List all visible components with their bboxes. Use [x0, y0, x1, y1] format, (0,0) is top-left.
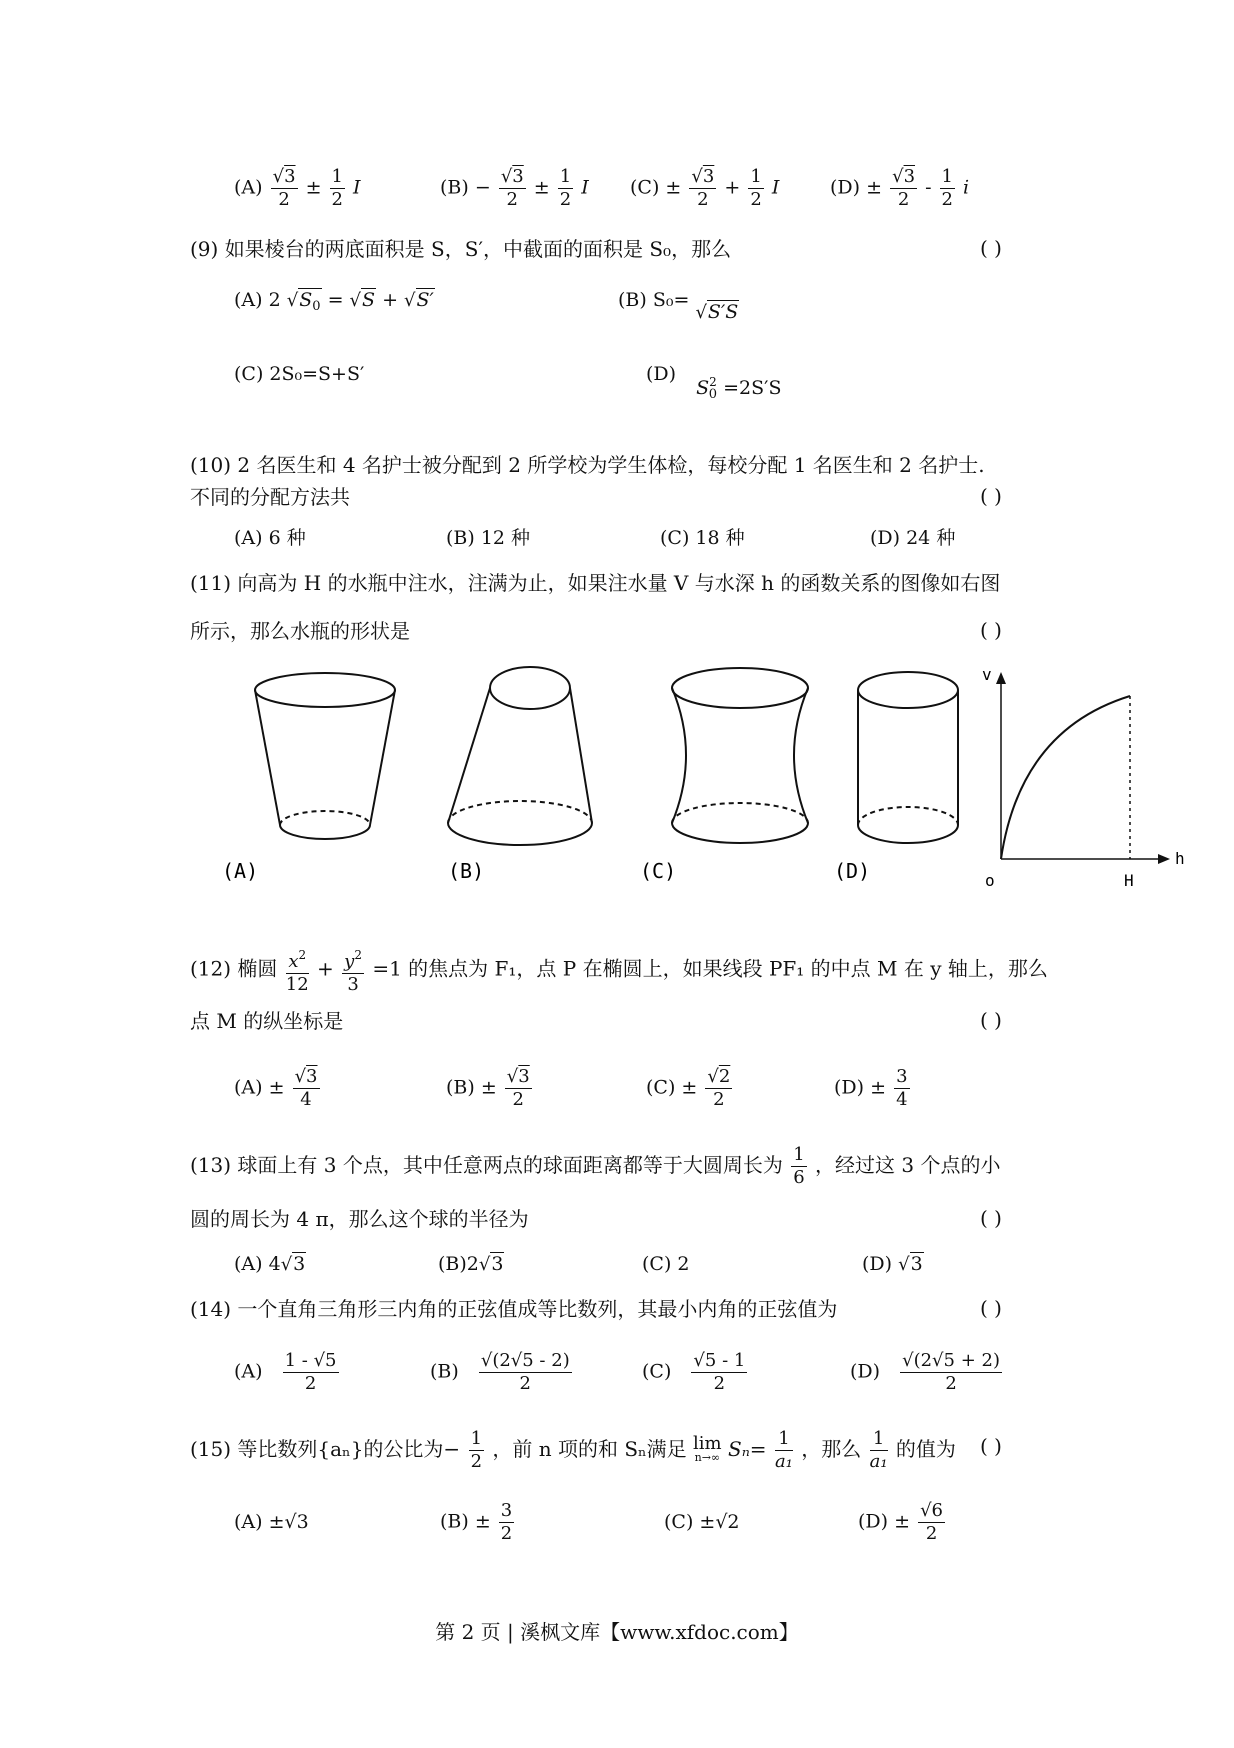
q8-option-d: (D) ± $\frac{√3}{2}$ - $\frac{1}{2}$ i	[830, 166, 970, 210]
q8-option-c: (C) ± $\frac{√3}{2}$ + $\frac{1}{2}$ I	[630, 166, 780, 210]
bottle-a-shape	[255, 673, 395, 839]
q12-stem-line1: (12) 椭圆 $\frac{x^2}{12}$ + $\frac{y^2}{3}$ =1 的焦点为 F₁，点 P 在椭圆上，如果线段 PF₁ 的中点 M 在 y 轴上，那么	[190, 944, 1048, 996]
q14-answer-paren: ( )	[980, 1296, 1002, 1320]
q11-stem-line2: 所示，那么水瓶的形状是	[190, 619, 410, 643]
q15-option-d: (D) ± $\frac{√6}{2}$	[858, 1500, 943, 1544]
q14-option-a: (A) $\frac{1 - √5}{2}$	[234, 1350, 337, 1394]
q10-stem-line2: 不同的分配方法共	[190, 485, 350, 509]
q15-option-a: (A) ±√3	[234, 1511, 309, 1533]
q15-option-b: (B) ± $\frac{3}{2}$	[440, 1500, 513, 1544]
graph-xmark: H	[1124, 871, 1134, 890]
q8-option-a: (A) $\frac{√3}{2}$ ± $\frac{1}{2}$ I	[234, 166, 361, 210]
fig-label-d: (D)	[834, 859, 871, 883]
q14-option-b: (B) $\frac{√(2√5 - 2)}{2}$	[430, 1350, 570, 1394]
q13-option-c: (C) 2	[642, 1253, 690, 1275]
q10-stem-line1: (10) 2 名医生和 4 名护士被分配到 2 所学校为学生体检，每校分配 1 名医生和 2 名护士.	[190, 453, 985, 477]
q13-answer-paren: ( )	[980, 1206, 1002, 1230]
q12-option-d: (D) ± $\frac{3}{4}$	[834, 1066, 908, 1110]
q12-option-b: (B) ± $\frac{√3}{2}$	[446, 1066, 530, 1110]
q13-option-a: (A) 4√3	[234, 1253, 306, 1275]
v-h-graph	[1001, 682, 1160, 859]
fig-label-c: (C)	[640, 859, 677, 883]
bottle-d-shape	[858, 672, 958, 843]
q9-option-d: (D) $S^2_0 =2S'S$	[646, 363, 782, 402]
q8-option-b: (B) − $\frac{√3}{2}$ ± $\frac{1}{2}$ I	[440, 166, 589, 210]
q12-answer-paren: ( )	[980, 1008, 1002, 1032]
y-axis-arrow	[996, 672, 1006, 684]
bottle-b-shape	[448, 667, 592, 845]
graph-xlabel: h	[1175, 849, 1185, 868]
q14-stem: (14) 一个直角三角形三内角的正弦值成等比数列，其最小内角的正弦值为	[190, 1297, 838, 1321]
q11-answer-paren: ( )	[980, 618, 1002, 642]
q10-option-c: (C) 18 种	[660, 527, 745, 549]
q10-answer-paren: ( )	[980, 484, 1002, 508]
q9-option-a: (A) 2 $√S_0 = √S + √S'$	[234, 289, 434, 314]
bottle-c-shape	[672, 668, 808, 843]
q14-option-c: (C) $\frac{√5 - 1}{2}$	[642, 1350, 746, 1394]
x-axis-arrow	[1158, 854, 1170, 864]
q15-option-c: (C) ±√2	[664, 1511, 740, 1533]
q13-option-d: (D) √3	[862, 1253, 923, 1275]
q9-option-c: (C) 2S₀=S+S′	[234, 363, 365, 385]
q9-answer-paren: ( )	[980, 236, 1002, 260]
q13-stem-line1: (13) 球面上有 3 个点，其中任意两点的球面距离都等于大圆周长为 $\frac{1}{6}$ ，经过这 3 个点的小	[190, 1144, 1001, 1188]
page-footer: 第 2 页 | 溪枫文库【www.xfdoc.com】	[435, 1620, 799, 1644]
q12-option-a: (A) ± $\frac{√3}{4}$	[234, 1066, 318, 1110]
q11-stem-line1: (11) 向高为 H 的水瓶中注水，注满为止，如果注水量 V 与水深 h 的函数关系的图像如右图	[190, 571, 1001, 595]
q9-option-b: (B) S₀= √S′S	[618, 289, 739, 323]
q10-option-b: (B) 12 种	[446, 527, 531, 549]
graph-origin: o	[985, 871, 995, 890]
q13-option-b: (B)2√3	[438, 1253, 504, 1275]
fig-label-b: (B)	[448, 859, 485, 883]
q10-option-a: (A) 6 种	[234, 527, 306, 549]
q12-stem-line2: 点 M 的纵坐标是	[190, 1009, 344, 1033]
graph-ylabel: v	[982, 665, 992, 684]
fig-label-a: (A)	[222, 859, 259, 883]
q14-option-d: (D) $\frac{√(2√5 + 2)}{2}$	[850, 1350, 1000, 1394]
q15-answer-paren: ( )	[980, 1434, 1002, 1458]
q10-option-d: (D) 24 种	[870, 527, 956, 549]
q15-stem: (15) 等比数列{aₙ}的公比为− $\frac{1}{2}$ ，前 n 项的和 Sₙ满足 lim n→∞ Sₙ= $\frac{1}{\text{a₁}}$ ，那么 $\frac{1}{\text{a₁}}$ 的值为	[190, 1428, 956, 1472]
q13-stem-line2: 圆的周长为 4 π，那么这个球的半径为	[190, 1207, 529, 1231]
q12-option-c: (C) ± $\frac{√2}{2}$	[646, 1066, 731, 1110]
q11-figure	[222, 660, 1200, 910]
q9-stem: (9) 如果棱台的两底面积是 S，S′，中截面的面积是 S₀，那么	[190, 237, 732, 261]
